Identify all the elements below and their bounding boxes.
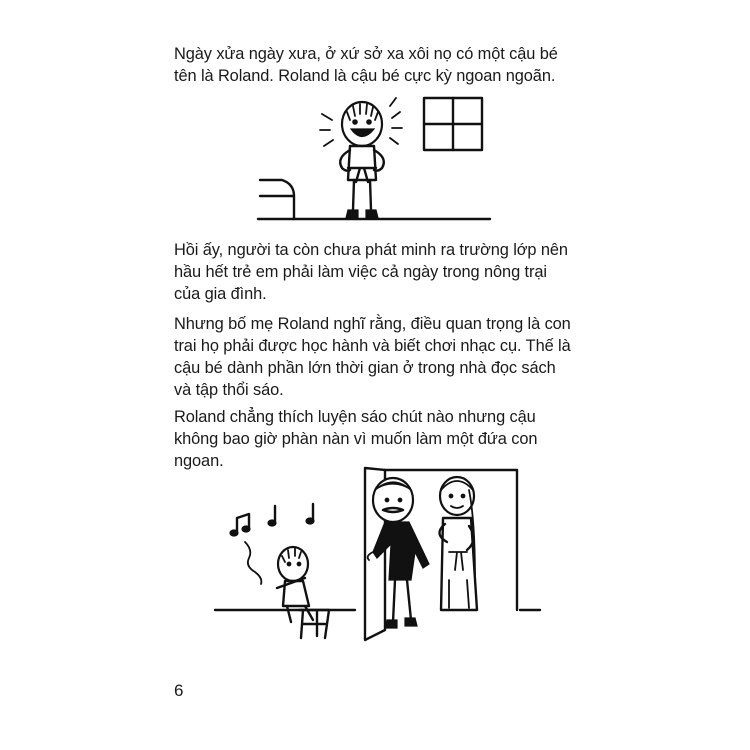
father-figure (368, 478, 429, 628)
story-paragraph-1: Ngày xửa ngày xưa, ở xứ sở xa xôi nọ có một cậu bé tên là Roland. Roland là cậu bé cực kỳ ngoan ngoãn. (174, 45, 558, 85)
roland-figure (277, 547, 329, 638)
illustration-roland-playing-flute (205, 460, 545, 655)
bed-icon (260, 180, 294, 219)
roland-figure (320, 98, 402, 218)
story-paragraph-2: Hồi ấy, người ta còn chưa phát minh ra trường lớp nên hầu hết trẻ em phải làm việc cả ngày trong nông trại của gia đình. (174, 241, 568, 303)
story-paragraph-4: Roland chẳng thích luyện sáo chút nào nhưng cậu không bao giờ phàn nàn vì muốn làm một đứa con ngoan. (174, 408, 538, 470)
story-paragraph-3: Nhưng bố mẹ Roland nghĩ rằng, điều quan trọng là con trai họ phải được học hành và biết chơi nhạc cụ. Thế là cậu bé dành phần lớn thời gian ở trong nhà đọc sách và tập thổi sáo. (174, 315, 571, 399)
window-icon (424, 98, 482, 150)
page-number: 6 (174, 681, 184, 700)
illustration-roland-smiling (250, 92, 500, 232)
mother-figure (439, 477, 477, 610)
